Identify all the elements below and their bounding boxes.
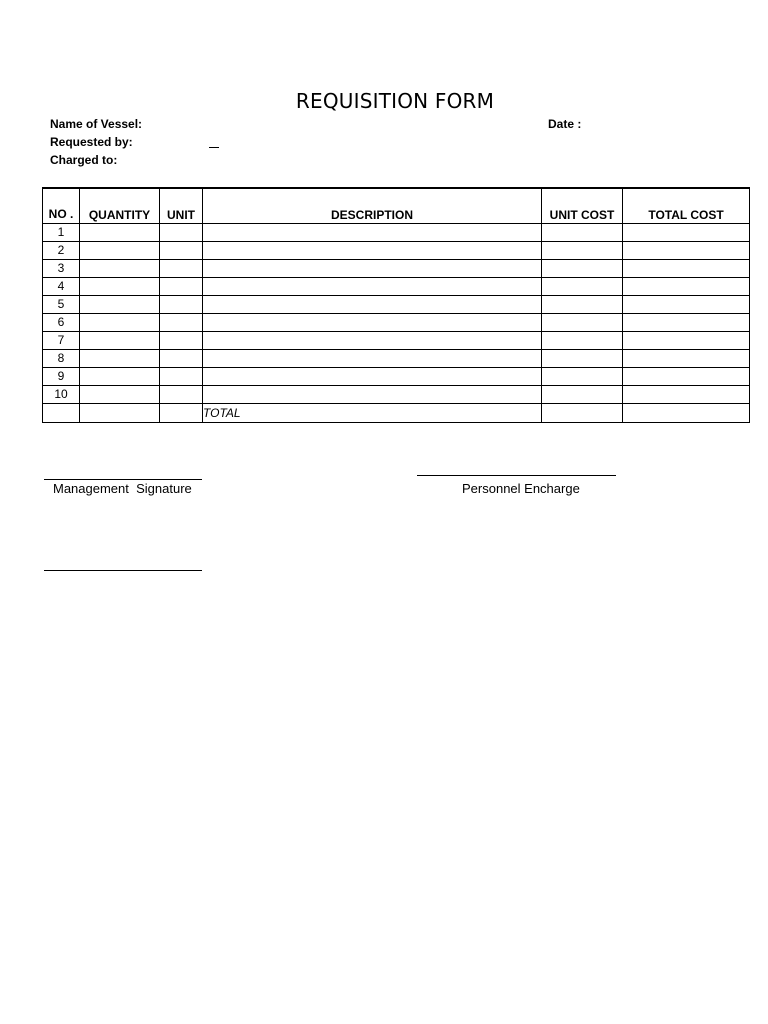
quantity-cell[interactable]	[80, 295, 160, 313]
quantity-cell[interactable]	[80, 277, 160, 295]
unit-cell[interactable]	[160, 349, 203, 367]
total-cost-cell[interactable]	[623, 313, 750, 331]
quantity-cell[interactable]	[80, 223, 160, 241]
row-number: 5	[43, 295, 80, 313]
table-row	[43, 313, 750, 331]
table-row	[43, 259, 750, 277]
quantity-cell[interactable]	[80, 313, 160, 331]
total-cost-cell[interactable]	[623, 295, 750, 313]
description-cell[interactable]	[203, 367, 542, 385]
table-row	[43, 277, 750, 295]
unit-cell[interactable]	[160, 223, 203, 241]
management-signature-line	[44, 479, 202, 480]
description-cell[interactable]	[203, 259, 542, 277]
description-cell[interactable]	[203, 223, 542, 241]
row-number: 6	[43, 313, 80, 331]
unit-cost-cell[interactable]	[542, 331, 623, 349]
unit-cell[interactable]	[160, 385, 203, 403]
unit-cost-cell[interactable]	[542, 277, 623, 295]
table-row	[43, 385, 750, 403]
header-total-cost: TOTAL COST	[623, 188, 750, 223]
page-title: REQUISITION FORM	[295, 89, 495, 113]
description-cell[interactable]	[203, 385, 542, 403]
vessel-name-label: Name of Vessel:	[50, 117, 143, 131]
unit-cell[interactable]	[160, 295, 203, 313]
total-cost-cell[interactable]	[623, 331, 750, 349]
total-cost-cell[interactable]	[623, 223, 750, 241]
description-cell[interactable]	[203, 277, 542, 295]
row-number: 10	[43, 385, 80, 403]
quantity-cell[interactable]	[80, 349, 160, 367]
unit-cost-cell[interactable]	[542, 295, 623, 313]
row-number: 9	[43, 367, 80, 385]
unit-cost-cell[interactable]	[542, 223, 623, 241]
row-number: 4	[43, 277, 80, 295]
unit-cell[interactable]	[160, 313, 203, 331]
total-label: TOTAL	[203, 403, 542, 422]
header-description: DESCRIPTION	[203, 188, 542, 223]
header-unit: UNIT	[160, 188, 203, 223]
personnel-encharge-label: Personnel Encharge	[462, 481, 580, 496]
table-row	[43, 223, 750, 241]
total-row	[43, 403, 750, 422]
unit-cost-cell[interactable]	[542, 349, 623, 367]
table-row	[43, 241, 750, 259]
total-row-total-cost-cell[interactable]	[623, 403, 750, 422]
quantity-cell[interactable]	[80, 385, 160, 403]
table-header-row	[43, 188, 750, 223]
row-number: 3	[43, 259, 80, 277]
requested-by-label: Requested by:	[50, 135, 133, 149]
quantity-cell[interactable]	[80, 331, 160, 349]
quantity-cell[interactable]	[80, 241, 160, 259]
requisition-table	[42, 187, 750, 423]
unit-cell[interactable]	[160, 331, 203, 349]
row-number: 8	[43, 349, 80, 367]
unit-cell[interactable]	[160, 367, 203, 385]
unit-cell[interactable]	[160, 259, 203, 277]
charged-to-label: Charged to:	[50, 153, 118, 167]
table-row	[43, 349, 750, 367]
unit-cost-cell[interactable]	[542, 241, 623, 259]
date-label: Date :	[548, 117, 582, 131]
total-row-quantity-cell	[80, 403, 160, 422]
total-cost-cell[interactable]	[623, 349, 750, 367]
total-row-unit-cost-cell	[542, 403, 623, 422]
management-signature-label: Management Signature	[53, 481, 192, 496]
total-cost-cell[interactable]	[623, 385, 750, 403]
quantity-cell[interactable]	[80, 367, 160, 385]
description-cell[interactable]	[203, 349, 542, 367]
personnel-signature-line	[417, 475, 616, 476]
row-number: 2	[43, 241, 80, 259]
unit-cost-cell[interactable]	[542, 259, 623, 277]
total-cost-cell[interactable]	[623, 241, 750, 259]
table-row	[43, 295, 750, 313]
description-cell[interactable]	[203, 331, 542, 349]
additional-signature-line	[44, 570, 202, 571]
table-row	[43, 331, 750, 349]
unit-cell[interactable]	[160, 241, 203, 259]
row-number: 1	[43, 223, 80, 241]
row-number: 7	[43, 331, 80, 349]
total-cost-cell[interactable]	[623, 367, 750, 385]
header-no: NO .	[43, 188, 80, 223]
description-cell[interactable]	[203, 313, 542, 331]
quantity-cell[interactable]	[80, 259, 160, 277]
total-row-unit-cell	[160, 403, 203, 422]
total-cost-cell[interactable]	[623, 259, 750, 277]
description-cell[interactable]	[203, 241, 542, 259]
total-cost-cell[interactable]	[623, 277, 750, 295]
unit-cost-cell[interactable]	[542, 385, 623, 403]
header-quantity: QUANTITY	[80, 188, 160, 223]
requested-by-blank-line	[209, 147, 219, 148]
unit-cell[interactable]	[160, 277, 203, 295]
description-cell[interactable]	[203, 295, 542, 313]
table-row	[43, 367, 750, 385]
unit-cost-cell[interactable]	[542, 367, 623, 385]
total-row-no-cell	[43, 403, 80, 422]
unit-cost-cell[interactable]	[542, 313, 623, 331]
header-unit-cost: UNIT COST	[542, 188, 623, 223]
